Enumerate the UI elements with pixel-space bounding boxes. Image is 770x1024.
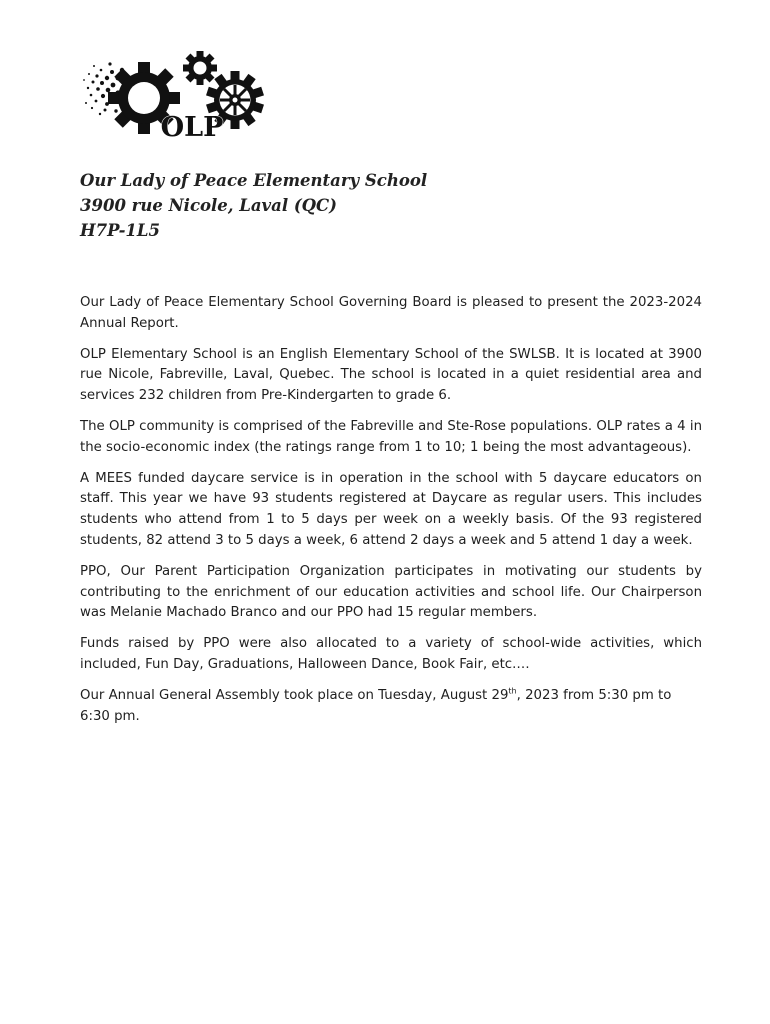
funds-paragraph: Funds raised by PPO were also allocated to a variety of school-wide activities, which included, Fun Day, Graduations, Halloween Dance, Book Fair, etc.… — [80, 636, 702, 672]
school-name: Our Lady of Peace Elementary School — [80, 171, 428, 190]
school-postal-code: H7P-1L5 — [80, 221, 160, 240]
intro-paragraph: Our Lady of Peace Elementary School Governing Board is pleased to present the 2023-2024 Annual Report. — [80, 295, 702, 331]
community-paragraph: The OLP community is comprised of the Fabreville and Ste-Rose populations. OLP rates a 4 in the socio-economic index (the ratings range from 1 to 10; 1 being the most advantageous). — [80, 418, 702, 455]
school-street: 3900 rue Nicole, Laval (QC) — [80, 196, 337, 215]
daycare-paragraph: A MEES funded daycare service is in operation in the school with 5 daycare educators on staff. This year we have 93 students registered at Daycare as regular users. This includes students who attend from 1 to 5 days per week on a weekly basis. Of the 93 registered students, 82 attend 3 to 5 days a week, 6 attend 2 days a week and 5 attend 1 day a week. — [80, 470, 702, 548]
school-description-paragraph: OLP Elementary School is an English Elementary School of the SWLSB. It is located at 3900 rue Nicole, Fabreville, Laval, Quebec. The school is located in a quiet residential area and services 232 children from Pre-Kindergarten to grade 6. — [80, 346, 702, 404]
report-body — [80, 293, 702, 737]
assembly-text-start: Our Annual General Assembly took place on Tuesday, August 29 — [80, 687, 509, 703]
logo-text: OLP — [160, 112, 224, 143]
school-address-block — [80, 168, 427, 243]
school-logo — [80, 48, 270, 143]
assembly-paragraph — [80, 686, 702, 728]
ppo-paragraph: PPO, Our Parent Participation Organization participates in motivating our students by contributing to the enrichment of our education activities and school life. Our Chairperson was Melanie Machado Branco and our PPO had 15 regular members. — [80, 563, 702, 621]
assembly-text-end: , 2023 from 5:30 pm to 6:30 pm. — [80, 687, 672, 724]
assembly-date-suffix: th — [508, 686, 517, 696]
speckle-pattern — [83, 62, 124, 115]
top-gear-icon — [183, 51, 217, 85]
